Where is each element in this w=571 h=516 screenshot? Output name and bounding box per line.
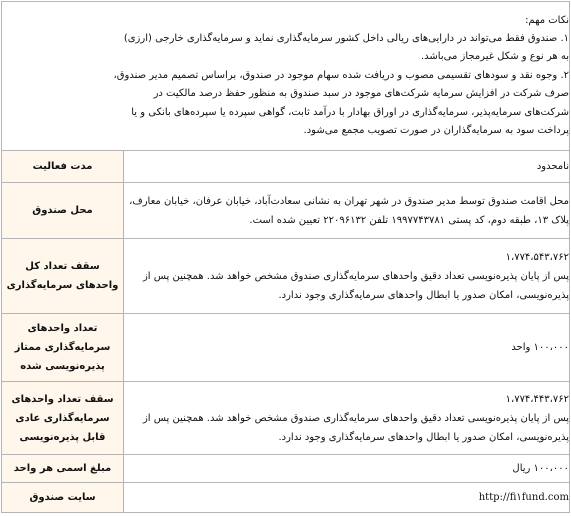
website-link[interactable]: http://fi۱fund.com [478, 492, 569, 503]
ordinary-units-label-line: قابل پذیره‌نویسی [19, 431, 106, 443]
ordinary-units-number: ۱،۷۷۴،۴۴۳،۷۶۲ [505, 393, 569, 405]
ordinary-units-row [2, 382, 570, 455]
notes-line: به هر نوع و شکل غیرمجاز می‌باشد. [420, 51, 569, 63]
nominal-value-label: مبلغ اسمی هر واحد [2, 455, 124, 483]
notes-line: پرداخت سود به سرمایه‌گذاران در صورت تصویب مجمع می‌شود. [303, 125, 569, 137]
premium-units-label-line: سرمایه‌گذاری ممتاز [14, 342, 111, 353]
notes-line: ۲. وجوه نقد و سودهای تقسیمی مصوب و دریافت شده سهام موجود در صندوق، براساس تصمیم مدیر صندوق، [113, 69, 569, 81]
location-label: محل صندوق [2, 183, 124, 239]
website-cell [124, 483, 570, 513]
premium-units-row [2, 314, 570, 382]
total-units-value-cell [124, 239, 570, 314]
location-value-cell [124, 183, 570, 239]
total-units-label-line: سقف تعداد کل [25, 261, 100, 272]
ordinary-units-value-cell [124, 382, 570, 455]
total-units-label [2, 239, 124, 314]
fund-info-table [1, 1, 570, 513]
total-units-note: پس از پایان پذیره‌نویسی تعداد دقیق واحدهای سرمایه‌گذاری صندوق مشخص خواهد شد. همچنین پس از [142, 270, 569, 282]
notes-title: نکات مهم: [525, 14, 569, 26]
notes-row [2, 2, 570, 151]
ordinary-units-label [2, 382, 124, 455]
premium-units-value-cell [124, 314, 570, 382]
premium-units-value: ۱۰۰،۰۰۰ واحد [511, 342, 569, 353]
location-line: پلاک ۱۳، طبقه دوم، کد پستی ۱۹۹۷۷۴۳۷۸۱ تلفن ۲۲۰۹۶۱۳۲ تعیین شده است. [249, 214, 569, 226]
premium-units-label [2, 314, 124, 382]
premium-units-label-line: تعداد واحدهای [27, 323, 98, 334]
nominal-value-cell [124, 455, 570, 483]
ordinary-units-label-line: سقف تعداد واحدهای [11, 393, 114, 405]
duration-value: نامحدود [536, 161, 569, 172]
ordinary-units-note: پس از پایان پذیره‌نویسی تعداد دقیق واحدهای سرمایه‌گذاری صندوق مشخص خواهد شد. همچنین پس از [142, 412, 569, 424]
duration-label: مدت فعالیت [2, 151, 124, 183]
notes-line: ۱. صندوق فقط می‌تواند در دارایی‌های ریالی داخل کشور سرمایه‌گذاری نماید و سرمایه‌گذاری خارجی (ارزی) [123, 32, 569, 44]
total-units-row [2, 239, 570, 314]
ordinary-units-label-line: سرمایه‌گذاری عادی [15, 412, 110, 424]
notes-cell [2, 2, 570, 151]
notes-line: شرکت‌های سرمایه‌پذیر، سرمایه‌گذاری در اوراق بهادار با درآمد ثابت، گواهی سپرده یا سپرده‌های بانکی و یا [131, 106, 569, 118]
website-row [2, 483, 570, 513]
nominal-value-row [2, 455, 570, 483]
duration-row [2, 151, 570, 183]
total-units-note: پذیره‌نویسی، امکان صدور یا ابطال واحدهای سرمایه‌گذاری وجود ندارد. [278, 289, 569, 301]
ordinary-units-note: پذیره‌نویسی، امکان صدور یا ابطال واحدهای سرمایه‌گذاری وجود ندارد. [278, 431, 569, 443]
duration-value-cell [124, 151, 570, 183]
notes-line: صرف شرکت در افزایش سرمایه شرکت‌های موجود در سبد صندوق به منظور حفظ درصد مالکیت در [153, 88, 569, 100]
nominal-value: ۱۰۰،۰۰۰ ریال [512, 463, 569, 474]
total-units-number: ۱،۷۷۴،۵۴۳،۷۶۲ [505, 251, 569, 263]
total-units-label-line: واحدهای سرمایه‌گذاری [6, 280, 119, 291]
location-line: محل اقامت صندوق توسط مدیر صندوق در شهر تهران به نشانی سعادت‌آباد، خیابان عرفان، خیابان معارف، [129, 195, 569, 207]
premium-units-label-line: پذیره‌نویسی شده [20, 361, 105, 372]
location-row [2, 183, 570, 239]
website-label: سایت صندوق [2, 483, 124, 513]
